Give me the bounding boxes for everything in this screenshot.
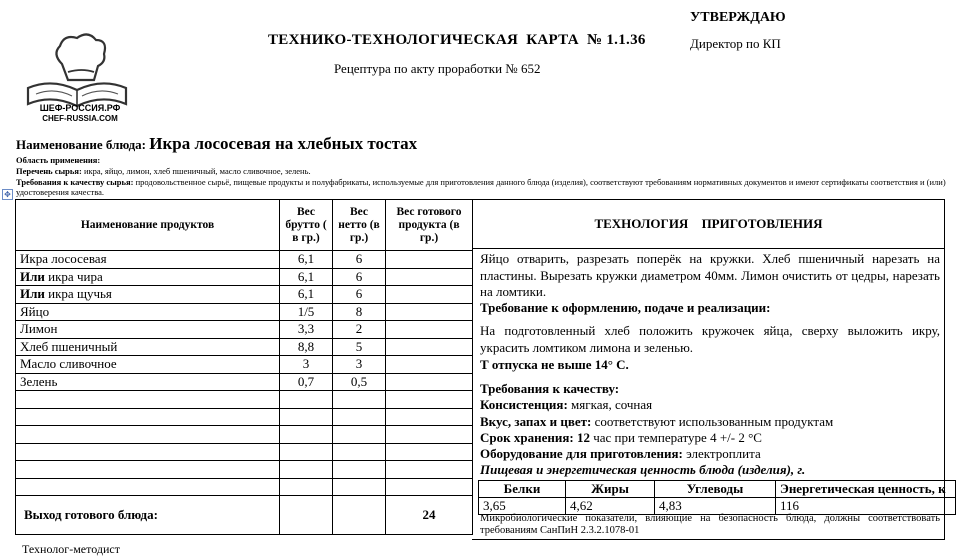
- empty-cell: [386, 391, 473, 409]
- empty-cell: [16, 426, 280, 444]
- ingredient-net: 6: [333, 268, 386, 286]
- empty-cell: [333, 461, 386, 479]
- ingredient-gross: 6,1: [280, 286, 333, 304]
- ingredient-alt-word: Или: [20, 286, 45, 302]
- nutrition-header-row: [479, 481, 956, 498]
- requirements-value: продовольственное сырьё, пищевые продукты и полуфабрикаты, используемые для приготовления данного блюда (изделия), соответствуют требованиям нормативных документов и имеют сертификаты соответствия и (или) удостоверения качества.: [16, 177, 946, 197]
- empty-cell: [280, 408, 333, 426]
- empty-cell: [280, 478, 333, 496]
- empty-cell: [333, 426, 386, 444]
- col-header-net: Вес нетто (в гр.): [333, 200, 386, 251]
- ingredient-net: 6: [333, 286, 386, 304]
- ingredient-name-text: Яйцо: [20, 303, 50, 319]
- ingredient-name: [16, 286, 280, 304]
- ingredient-name: [16, 321, 280, 339]
- empty-cell: [386, 443, 473, 461]
- storage-hours: 12: [573, 430, 590, 445]
- ingredient-name-text: Масло сливочное: [20, 356, 117, 372]
- ingredient-name: [16, 338, 280, 356]
- area-label: Область применения:: [16, 155, 101, 165]
- ingredient-gross: 3,3: [280, 321, 333, 339]
- ingredient-net: 3: [333, 356, 386, 374]
- taste-value: соответствуют использованным продуктам: [591, 414, 834, 429]
- nutrition-header-fat: Жиры: [566, 481, 655, 498]
- equipment-line: [480, 446, 940, 463]
- ingredient-gross: 6,1: [280, 251, 333, 269]
- ingredient-row: [16, 338, 473, 356]
- nutrition-carbs: 4,83: [655, 498, 776, 515]
- ingredient-name-text: икра чира: [44, 268, 103, 284]
- ingredients-body: [16, 251, 473, 496]
- col-header-name: Наименование продуктов: [16, 200, 280, 251]
- ingredient-alt-word: Или: [20, 268, 45, 284]
- serve-heading: Требование к оформлению, подаче и реализации:: [480, 300, 771, 315]
- raw-value: икра, яйцо, лимон, хлеб пшеничный, масло сливочное, зелень.: [81, 166, 311, 176]
- taste-label: Вкус, запах и цвет:: [480, 414, 592, 429]
- ingredient-out: [386, 303, 473, 321]
- ingredient-name-text: Лимон: [20, 321, 58, 337]
- empty-cell: [333, 443, 386, 461]
- ingredient-net: 0,5: [333, 373, 386, 391]
- director-label: Директор по КП: [690, 36, 781, 51]
- ingredient-row: [16, 356, 473, 374]
- table-move-handle-icon[interactable]: ✥: [2, 189, 13, 200]
- dish-name: Икра лососевая на хлебных тостах: [149, 134, 418, 153]
- ingredient-name: [16, 303, 280, 321]
- yield-row: [16, 496, 473, 535]
- nutrition-protein: 3,65: [479, 498, 566, 515]
- ingredient-name-text: Икра лососевая: [20, 251, 107, 267]
- yield-gross: [280, 496, 333, 535]
- ingredient-gross: 6,1: [280, 268, 333, 286]
- ingredient-out: [386, 268, 473, 286]
- empty-cell: [280, 426, 333, 444]
- equipment-label: Оборудование для приготовления:: [480, 446, 683, 461]
- approve-label: УТВЕРЖДАЮ: [690, 10, 786, 25]
- empty-row: [16, 426, 473, 444]
- logo-text-en: CHEF-RUSSIA.COM: [42, 114, 118, 123]
- ingredient-name-text: икра щучья: [44, 286, 112, 302]
- yield-label: Выход готового блюда:: [16, 496, 280, 535]
- empty-cell: [386, 461, 473, 479]
- empty-cell: [16, 408, 280, 426]
- empty-cell: [386, 408, 473, 426]
- nutrition-table: [478, 480, 956, 515]
- empty-row: [16, 391, 473, 409]
- requirements-label: Требования к качеству сырья:: [16, 177, 134, 187]
- ingredient-out: [386, 338, 473, 356]
- consistency-line: [480, 397, 940, 414]
- storage-label: Срок хранения:: [480, 430, 574, 445]
- ingredient-row: [16, 286, 473, 304]
- col-header-output: Вес готового продукта (в гр.): [386, 200, 473, 251]
- ingredient-row: [16, 321, 473, 339]
- ingredient-net: 8: [333, 303, 386, 321]
- dish-name-line: [16, 134, 417, 154]
- taste-line: [480, 414, 940, 431]
- ingredient-net: 2: [333, 321, 386, 339]
- serve-text: На подготовленный хлеб положить кружочек яйца, сверху выложить икру, украсить ломтиком лимона и зеленью.: [480, 323, 940, 355]
- empty-cell: [333, 408, 386, 426]
- nutrition-fat: 4,62: [566, 498, 655, 515]
- ingredient-name-text: Зелень: [20, 373, 58, 389]
- ingredient-name-text: Хлеб пшеничный: [20, 338, 118, 354]
- empty-row: [16, 461, 473, 479]
- ingredient-out: [386, 373, 473, 391]
- empty-cell: [16, 478, 280, 496]
- ingredient-out: [386, 286, 473, 304]
- storage-value: час при температуре 4 +/- 2 °С: [589, 430, 762, 445]
- ingredient-gross: 3: [280, 356, 333, 374]
- raw-line: [16, 166, 946, 176]
- ingredient-out: [386, 251, 473, 269]
- consistency-value: мягкая, сочная: [567, 397, 653, 412]
- yield-net: [333, 496, 386, 535]
- technologist-label: Технолог-методист: [22, 542, 120, 556]
- empty-cell: [333, 391, 386, 409]
- empty-cell: [333, 478, 386, 496]
- ingredient-row: [16, 251, 473, 269]
- ingredient-row: [16, 268, 473, 286]
- ingredient-name: [16, 373, 280, 391]
- ingredient-net: 5: [333, 338, 386, 356]
- logo-text-ru: ШЕФ-РОССИЯ.РФ: [39, 103, 121, 113]
- quality-heading: Требования к качеству:: [480, 381, 620, 396]
- empty-row: [16, 443, 473, 461]
- ingredient-row: [16, 303, 473, 321]
- empty-row: [16, 478, 473, 496]
- document-title: ТЕХНИКО-ТЕХНОЛОГИЧЕСКАЯ КАРТА № 1.1.36: [268, 32, 646, 48]
- document-subtitle: Рецептура по акту проработки № 652: [334, 61, 541, 76]
- tech-step: Яйцо отварить, разрезать поперёк на кружки. Хлеб пшеничный нарезать на пластины. Вырезать кружки диаметром 40мм. Лимон очистить от цедры, нарезать на ломтики.: [480, 251, 940, 299]
- ingredient-gross: 0,7: [280, 373, 333, 391]
- ingredients-header-row: [16, 200, 473, 251]
- ingredient-name: [16, 251, 280, 269]
- ingredient-name: [16, 268, 280, 286]
- col-header-gross: Вес брутто ( в гр.): [280, 200, 333, 251]
- equipment-value: электроплита: [682, 446, 761, 461]
- empty-cell: [16, 461, 280, 479]
- requirements-line: [16, 177, 946, 197]
- temperature: Т отпуска не выше 14° С.: [480, 357, 629, 372]
- raw-label: Перечень сырья:: [16, 166, 82, 176]
- yield-value: 24: [386, 496, 473, 535]
- empty-cell: [16, 443, 280, 461]
- nutrition-header-energy: Энергетическая ценность, к: [776, 481, 956, 498]
- empty-cell: [16, 391, 280, 409]
- empty-cell: [280, 443, 333, 461]
- nutrition-values-row: [479, 498, 956, 515]
- empty-cell: [386, 426, 473, 444]
- ingredient-name: [16, 356, 280, 374]
- empty-cell: [386, 478, 473, 496]
- ingredient-out: [386, 321, 473, 339]
- empty-row: [16, 408, 473, 426]
- ingredient-row: [16, 373, 473, 391]
- dish-label: Наименование блюда:: [16, 137, 146, 152]
- ingredient-out: [386, 356, 473, 374]
- nutrition-heading: Пищевая и энергетическая ценность блюда (изделия), г.: [480, 462, 806, 477]
- empty-cell: [280, 391, 333, 409]
- ingredient-gross: 1/5: [280, 303, 333, 321]
- ingredient-gross: 8,8: [280, 338, 333, 356]
- nutrition-header-protein: Белки: [479, 481, 566, 498]
- consistency-label: Консистенция:: [480, 397, 568, 412]
- ingredient-net: 6: [333, 251, 386, 269]
- microbiology-note: Микробиологические показатели, влияющие на безопасность блюда, должны соответствовать требованиям СанПиН 2.3.2.1078-01: [480, 513, 940, 536]
- ingredients-table: [15, 199, 473, 535]
- nutrition-energy: 116: [776, 498, 956, 515]
- area-line: [16, 155, 946, 165]
- technology-heading: ТЕХНОЛОГИЯ ПРИГОТОВЛЕНИЯ: [472, 199, 945, 249]
- nutrition-header-carbs: Углеводы: [655, 481, 776, 498]
- storage-line: [480, 430, 940, 447]
- empty-cell: [280, 461, 333, 479]
